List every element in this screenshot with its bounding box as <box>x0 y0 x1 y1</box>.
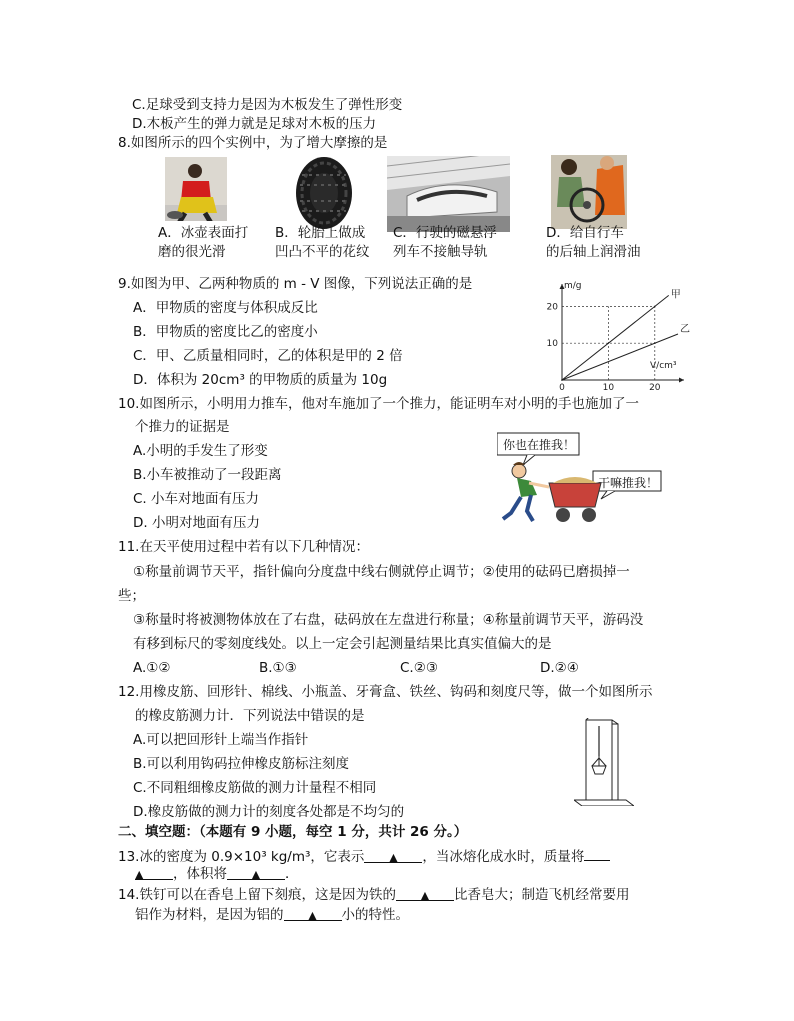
x-tick-label: 10 <box>602 383 615 390</box>
q8-option-a-line1: A．冰壶表面打 <box>158 225 249 241</box>
q13-blank-2-end[interactable]: ▲ <box>135 865 173 880</box>
q14-blank-2[interactable]: ▲ <box>284 906 342 921</box>
q7-option-d: D.木板产生的弹力就是足球对木板的压力 <box>132 116 377 132</box>
x-tick-label: 20 <box>649 383 661 390</box>
q13-blank-2-start[interactable] <box>584 846 610 861</box>
q8-option-b-line1: B．轮胎上做成 <box>275 225 366 241</box>
tire-photo <box>292 155 356 231</box>
q11-line3: ③称量时将被测物体放在了右盘，砝码放在左盘进行称量；④称量前调节天平，游码没 <box>133 612 644 628</box>
pushing-cart-illustration <box>497 431 667 527</box>
y-tick-label: 10 <box>546 339 558 350</box>
q8-stem: 8.如图所示的四个实例中，为了增大摩擦的是 <box>118 135 388 151</box>
q9-option-a: A．甲物质的密度与体积成反比 <box>133 300 318 316</box>
curling-photo <box>165 157 227 225</box>
y-axis-label: m/g <box>564 281 582 291</box>
q14-text-1: 14.铁钉可以在香皂上留下刻痕，这是因为铁的 <box>118 887 396 903</box>
q11-stem: 11.在天平使用过程中若有以下几种情况： <box>118 539 369 555</box>
q13-blank-3[interactable]: ▲ <box>227 865 285 880</box>
q12-option-b: B.可以利用钩码拉伸橡皮筋标注刻度 <box>133 756 350 772</box>
q11-line1: ①称量前调节天平，指针偏向分度盘中线右侧就停止调节；②使用的砝码已磨损掉一 <box>133 564 630 580</box>
q10-option-a: A.小明的手发生了形变 <box>133 443 268 459</box>
q14-text-2: 比香皂大；制造飞机经常要用 <box>453 887 630 903</box>
q8-option-c-line1: C．行驶的磁悬浮 <box>393 225 497 241</box>
q13-text-2: ，当冰熔化成水时，质量将 <box>422 849 585 865</box>
q13-line1 <box>118 846 610 866</box>
q8-option-d-line2: 的后轴上润滑油 <box>546 244 641 260</box>
q10-option-d: D. 小明对地面有压力 <box>133 515 260 531</box>
x-axis-arrow <box>679 378 684 383</box>
q12-option-d: D.橡皮筋做的测力计的刻度各处都是不均匀的 <box>133 804 405 820</box>
x-axis-label: V/cm³ <box>650 361 677 371</box>
y-tick-label: 20 <box>546 302 558 313</box>
bicycle-repair-photo <box>551 155 627 229</box>
q13-text-1: 13.冰的密度为 0.9×10³ kg/m³，它表示 <box>118 849 365 865</box>
speech-bubble-cart: 你也在推我！ <box>503 438 576 452</box>
q11-line2: 些； <box>118 588 145 604</box>
q10-option-b: B.小车被推动了一段距离 <box>133 467 282 483</box>
data-point <box>654 342 656 344</box>
q10-stem-line1: 10.如图所示，小明用力推车，他对车施加了一个推力，能证明车对小明的手也施加了一 <box>118 396 639 412</box>
x-tick-label: 0 <box>559 383 565 390</box>
q14-text-3: 铝作为材料，是因为铝的 <box>135 907 284 923</box>
q10-stem-line2: 个推力的证据是 <box>135 419 230 435</box>
q11-option-b: B.①③ <box>259 660 297 676</box>
q12-option-c: C.不同粗细橡皮筋做的测力计量程不相同 <box>133 780 377 796</box>
data-point <box>654 306 656 308</box>
data-point <box>561 379 563 381</box>
q9-option-c: C．甲、乙质量相同时，乙的体积是甲的 2 倍 <box>133 348 403 364</box>
q10-option-c: C. 小车对地面有压力 <box>133 491 260 507</box>
q8-option-d-line1: D．给自行车 <box>546 225 624 241</box>
q14-text-4: 小的特性。 <box>341 907 409 923</box>
series-label: 乙 <box>680 324 690 335</box>
q14-line2 <box>135 906 409 924</box>
q13-blank-1[interactable]: ▲ <box>364 848 422 863</box>
q8-option-c-line2: 列车不接触导轨 <box>393 244 488 260</box>
q8-option-a-line2: 磨的很光滑 <box>158 244 226 260</box>
q12-option-a: A.可以把回形针上端当作指针 <box>133 732 309 748</box>
q13-line2 <box>135 865 299 883</box>
maglev-train-photo <box>387 156 510 232</box>
q14-line1 <box>118 886 629 904</box>
m-v-chart <box>540 280 690 390</box>
q11-option-d: D.②④ <box>540 660 579 676</box>
q13-text-3: ，体积将 <box>173 866 227 882</box>
q11-option-c: C.②③ <box>400 660 438 676</box>
q7-option-c: C.足球受到支持力是因为木板发生了弹性形变 <box>132 97 403 113</box>
q11-option-a: A.①② <box>133 660 171 676</box>
q9-option-b: B．甲物质的密度比乙的密度小 <box>133 324 318 340</box>
q9-option-d: D．体积为 20cm³ 的甲物质的质量为 10g <box>133 372 388 388</box>
q8-option-b-line2: 凹凸不平的花纹 <box>275 244 370 260</box>
q12-stem-line1: 12.用橡皮筋、回形针、棉线、小瓶盖、牙膏盒、铁丝、钩码和刻度尺等，做一个如图所示 <box>118 684 653 700</box>
q12-stem-line2: 的橡皮筋测力计．下列说法中错误的是 <box>135 708 365 724</box>
q14-blank-1[interactable]: ▲ <box>396 886 454 901</box>
q11-line4: 有移到标尺的零刻度线处。以上一定会引起测量结果比真实值偏大的是 <box>133 636 552 652</box>
q13-text-4: ． <box>285 866 299 882</box>
rubber-band-dynamometer-diagram <box>574 718 634 806</box>
section-2-heading: 二、填空题：（本题有 9 小题，每空 1 分，共计 26 分。） <box>118 824 468 840</box>
q9-stem: 9.如图为甲、乙两种物质的 m - V 图像，下列说法正确的是 <box>118 276 473 292</box>
speech-bubble-boy: 干嘛推我！ <box>598 476 659 490</box>
series-line-yi <box>562 334 678 380</box>
series-label: 甲 <box>670 289 681 301</box>
